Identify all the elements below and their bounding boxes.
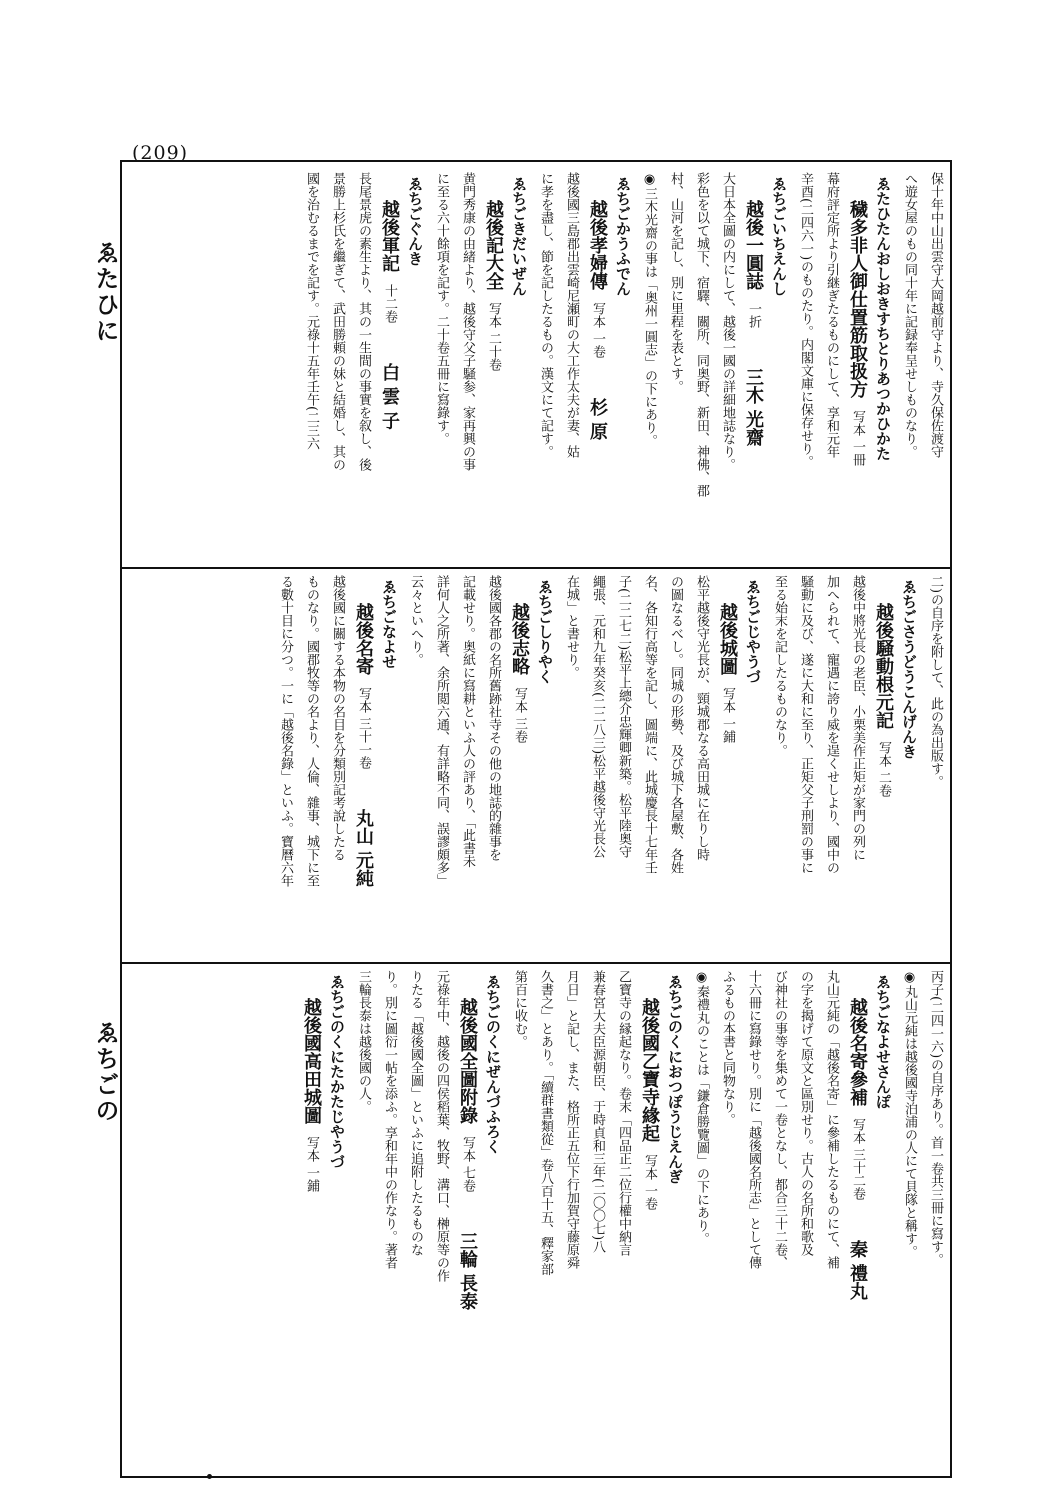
entry-title xyxy=(454,998,480,1470)
entry-description-line: 越後中將光長の老臣、小栗美作正矩が家門の列に xyxy=(850,575,865,861)
entry-volume: 写本 七卷 xyxy=(460,1136,475,1193)
entry-volume: 写本 一鋪 xyxy=(304,1136,319,1193)
entry-description-line: る數十目に分つ。一に「越後名錄」といふ。寶曆六年 xyxy=(278,575,293,887)
entry-reading: ゑちごぐんき xyxy=(406,176,424,266)
entry-description-line: 乙寶寺の縁起なり。卷末「四品正二位行權中納言 xyxy=(616,970,631,1256)
entry-title xyxy=(376,200,402,560)
entry-author: 丸山 元純 xyxy=(353,809,374,888)
entry-description-line: 大日本全圖の内にして、越後一國の詳細地誌なり。 xyxy=(720,172,735,471)
entry-description-line: 云々といへり。 xyxy=(408,575,423,666)
entry-author: 三輪 長泰 xyxy=(457,1232,478,1311)
section-divider xyxy=(120,567,952,569)
entry-title xyxy=(636,998,662,1470)
entry-description-line: び神社の事等を集めて一卷となし、都合三十二卷、 xyxy=(772,970,787,1269)
entry-reading: ゑちごのくにおつぽうじえんぎ xyxy=(666,974,684,1184)
entry-description-line: ふるもの本書と同物なり。 xyxy=(720,970,735,1126)
entry-title-text: 越後國全圖附錄 xyxy=(457,998,478,1124)
continued-text-line: ◉丸山元純は越後國寺泊浦の人にて貝隊と稱す。 xyxy=(902,970,917,1258)
entry-title-text: 越後一圓誌 xyxy=(743,200,764,290)
continued-text-line: 丙子(二四一六)の自序あり。首一卷共三冊に寫す。 xyxy=(928,970,943,1267)
entry-volume: 写本 三卷 xyxy=(512,687,527,744)
entry-description-line: ◉秦禮丸のことは「鎌倉勝覽圖」の下にあり。 xyxy=(694,970,709,1245)
entry-title xyxy=(350,603,376,957)
entry-volume: 写本 一卷 xyxy=(642,1154,657,1211)
entry-title xyxy=(844,998,870,1470)
entry-reading: ゑちごいちえんし xyxy=(770,176,788,296)
entry-description-line: 子(二二七二)松平上總介忠輝卿新築。松平陸奥守 xyxy=(616,575,631,859)
entry-description-line: 名、各知行高等を記し、圖端に、此城慶長十七年壬 xyxy=(642,575,657,874)
entry-description-line: 加へられて、寵遇に誇り威を逞くせしより、國中の xyxy=(824,575,839,874)
entry-title-text: 越後名寄參補 xyxy=(847,998,868,1106)
entry-description-line: 繩張、元和九年癸亥(二二八三)松平越後守光長公 xyxy=(590,575,605,859)
continued-text-line: へ遊女屋のもの同十年に記録奉呈せしものなり。 xyxy=(902,172,917,458)
entry-author: 秦 禮丸 xyxy=(847,1240,868,1301)
entry-description-line: りたる「越後國全圖」といふに追附したるものな xyxy=(408,970,423,1256)
margin-label-bottom: ゑちごの xyxy=(91,1020,120,1124)
entry-volume: 写本 一冊 xyxy=(850,410,865,467)
entry-volume: 写本 三十二卷 xyxy=(850,1118,865,1201)
entry-title-text: 越後孝婦傳 xyxy=(587,200,608,290)
entry-volume: 写本 一卷 xyxy=(590,302,605,359)
entry-description-line: ものなり。國郡牧等の名より、人倫、雜事、城下に至 xyxy=(304,575,319,887)
section-divider xyxy=(120,962,952,964)
entry-title-text: 越後騒動根元記 xyxy=(873,603,894,729)
entry-description-line: ◉三木光齋の事は「奥州一圓志」の下にあり。 xyxy=(642,172,657,447)
section-bottom xyxy=(130,970,948,1470)
entry-title xyxy=(584,200,610,560)
entry-title-text: 越後城圖 xyxy=(717,603,738,675)
stray-mark xyxy=(207,1474,212,1479)
entry-title-text: 越後國高田城圖 xyxy=(301,998,322,1124)
entry-volume: 写本 二十卷 xyxy=(486,302,501,372)
entry-volume: 十二卷 xyxy=(382,284,397,323)
entry-description-line: 長尾景虎の素生より、其の一生間の事實を叙し、後 xyxy=(356,172,371,471)
entry-reading: ゑちごのくにたかたじやうづ xyxy=(328,974,346,1169)
entry-description-line: に孝を盡し、節を記したるもの。漢文にて記す。 xyxy=(538,172,553,458)
entry-description-line: 元祿年中、越後の四侯稻葉、牧野、溝口、榊原等の作 xyxy=(434,970,449,1282)
entry-description-line: り。別に圖衍一帖を添ふ。享和年中の作なり。著者 xyxy=(382,970,397,1269)
entry-description-line: 記載せり。奥紙に寫耕といふ人の評あり、「此書未 xyxy=(460,575,475,868)
entry-description-line: 越後國三島郡出雲崎尼瀬町の大工作太夫が妻、姑 xyxy=(564,172,579,458)
entry-author: 杉 原 xyxy=(587,398,608,441)
entry-description-line: 第百に收む。 xyxy=(512,970,527,1048)
entry-title xyxy=(506,603,532,957)
page-number: (209) xyxy=(132,142,189,164)
entry-author: 三木 光齋 xyxy=(743,368,764,447)
entry-description-line: 十六冊に寫錄せり。別に「越後國名所志」として傳 xyxy=(746,970,761,1269)
margin-label-top: ゑたひに xyxy=(91,240,120,344)
entry-reading: ゑたひたんおしおきすちとりあつかひかた xyxy=(874,176,892,461)
entry-reading: ゑちごなよせさんぽ xyxy=(874,974,892,1109)
entry-reading: ゑちごのくにぜんづふろく xyxy=(484,974,502,1154)
section-middle xyxy=(130,575,948,957)
entry-title-text: 越後名寄 xyxy=(353,603,374,675)
entry-title xyxy=(298,998,324,1470)
entry-description-line: 辛酉(二四六一)のものたり。内閣文庫に保存せり。 xyxy=(798,172,813,469)
entry-description-line: 國を治むるまでを記す。元祿十五年壬午(二三六 xyxy=(304,172,319,451)
entry-author: 白 雲 子 xyxy=(379,363,400,430)
entry-title xyxy=(480,200,506,560)
entry-description-line: 松平越後守光長が、頸城郡なる高田城に在りし時 xyxy=(694,575,709,861)
entry-volume: 一折 xyxy=(746,302,761,328)
entry-volume: 写本 一鋪 xyxy=(720,687,735,744)
entry-title-text: 越後記大全 xyxy=(483,200,504,290)
entry-title xyxy=(870,603,896,957)
entry-description-line: 三輪長泰は越後國の人。 xyxy=(356,970,371,1113)
entry-description-line: に至る六十餘項を記す。二十卷五冊に寫錄す。 xyxy=(434,172,449,445)
entry-reading: ゑちごなよせ xyxy=(380,579,398,669)
entry-volume: 写本 二卷 xyxy=(876,741,891,798)
continued-text-line: 二)の自序を附して、此の為出版す。 xyxy=(928,575,943,789)
entry-title xyxy=(844,200,870,560)
entry-title-text: 越後國乙寶寺緣起 xyxy=(639,998,660,1142)
entry-description-line: の字を揭げて原文と區別せり。古人の名所和歌及 xyxy=(798,970,813,1256)
entry-description-line: 兼春宮大夫臣源朝臣、于時貞和三年(二〇〇七)八 xyxy=(590,970,605,1254)
entry-description-line: 久書之」とあり。「續群書類從」卷八百十五、釋家部 xyxy=(538,970,553,1276)
entry-title-text: 越後志略 xyxy=(509,603,530,675)
entry-title xyxy=(714,603,740,957)
entry-description-line: 越後國に關する本物の名目を分類別記考說したる xyxy=(330,575,345,861)
entry-description-line: 越後國各郡の名所舊跡社寺その他の地誌的雜事を xyxy=(486,575,501,861)
entry-reading: ゑちごきだいぜん xyxy=(510,176,528,296)
entry-reading: ゑちごしりやく xyxy=(536,579,554,684)
entry-description-line: の圖なるべし。同城の形勢、及び城下各屋敷、各姓 xyxy=(668,575,683,874)
entry-title xyxy=(740,200,766,560)
entry-reading: ゑちごじやうづ xyxy=(744,579,762,684)
entry-description-line: 騒動に及び、遂に大和に至り、正矩父子刑罰の事に xyxy=(798,575,813,874)
entry-description-line: 詳何人之所著、余所閲六通、有詳略不同、誤謬頗多」 xyxy=(434,575,449,887)
entry-reading: ゑちごかうふでん xyxy=(614,176,632,296)
section-top xyxy=(130,172,948,560)
entry-title-text: 越後軍記 xyxy=(379,200,400,272)
entry-reading: ゑちごさうどうこんげんき xyxy=(900,579,918,759)
entry-description-line: 至る始末を記したるものなり。 xyxy=(772,575,787,757)
entry-description-line: 月日」と記し、また、格所正五位下行加賀守藤原舜 xyxy=(564,970,579,1269)
entry-description-line: 黄門秀康の由緒より、越後守父子騒参、家再興の事 xyxy=(460,172,475,471)
entry-volume: 写本 三十一卷 xyxy=(356,687,371,770)
entry-title-text: 穢多非人御仕置筋取扱方 xyxy=(847,200,868,398)
entry-description-line: 幕府評定所より引継ぎたるものにして、享和元年 xyxy=(824,172,839,458)
entry-description-line: 彩色を以て城下、宿驛、關所、同奥野、新田、神佛、郡 xyxy=(694,172,709,497)
entry-description-line: 在城」と書せり。 xyxy=(564,575,579,679)
entry-description-line: 景勝上杉氏を繼ぎて、武田勝頼の妹と結婚し、其の xyxy=(330,172,345,471)
entry-description-line: 村、山河を記し、別に里程を表とす。 xyxy=(668,172,683,393)
continued-text-line: 保十年中山出雲守大岡越前守より、寺久保佐渡守 xyxy=(928,172,943,458)
entry-description-line: 丸山元純の「越後名寄」に參補したるものにて、補 xyxy=(824,970,839,1269)
